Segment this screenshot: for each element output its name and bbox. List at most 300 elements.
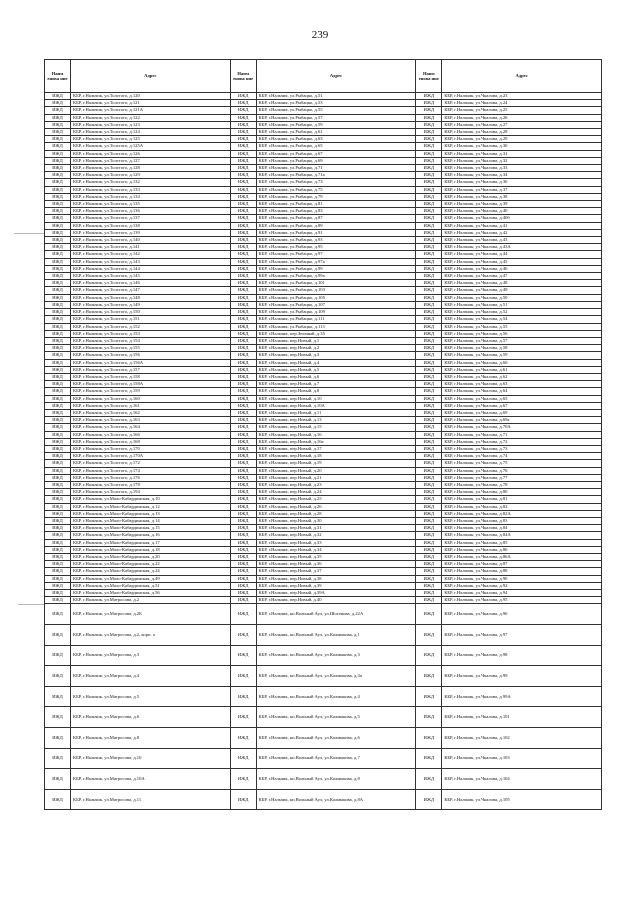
object-type-cell: ИЖД [230, 373, 256, 380]
object-type-cell: ИЖД [45, 645, 71, 666]
page-number: 239 [311, 29, 329, 41]
address-cell: КБР, г.Нальчик, ул.Чкалова, д.103 [442, 748, 602, 769]
object-type-cell: ИЖД [45, 186, 71, 193]
address-cell: КБР, г.Нальчик, ул.Чкалова, д.52 [442, 309, 602, 316]
address-cell: КБР, г.Нальчик, ул.Чкалова, д.92 [442, 582, 602, 589]
table-row [45, 481, 602, 488]
address-cell: КБР, г.Нальчик, ул.Мало-Кабардинская, д.22 [71, 561, 231, 568]
object-type-cell: ИЖД [416, 517, 442, 524]
address-cell: КБР, г.Нальчик, ул.Рыбацко, д.113 [256, 323, 416, 330]
table-row [45, 748, 602, 769]
address-cell: КБР, г.Нальчик, ул.Рыбацко, д.73 [256, 179, 416, 186]
table-row [45, 157, 602, 164]
address-cell: КБР, г.Нальчик, ул.Чкалова, д.31 [442, 150, 602, 157]
object-type-cell: ИЖД [230, 237, 256, 244]
address-cell: КБР, г.Нальчик, ул.Толстого, д.194 [71, 489, 231, 496]
object-type-cell: ИЖД [416, 201, 442, 208]
address-cell: КБР, г.Нальчик, ул.Рыбацко, д.75 [256, 186, 416, 193]
address-cell: КБР, г.Нальчик, ул.Чкалова, д.102 [442, 727, 602, 748]
object-type-cell: ИЖД [416, 237, 442, 244]
table-row [45, 395, 602, 402]
address-cell: КБР, г.Нальчик, кп.Вольный Аул, ул.Калмыкова, д.6 [256, 727, 416, 748]
object-type-cell: ИЖД [416, 186, 442, 193]
object-type-cell: ИЖД [416, 445, 442, 452]
address-cell: КБР, г.Нальчик, ул.Чкалова, д.55 [442, 323, 602, 330]
address-cell: КБР, г.Нальчик, ул.Толстого, д.147 [71, 287, 231, 294]
object-type-cell: ИЖД [230, 489, 256, 496]
object-type-cell: ИЖД [230, 100, 256, 107]
address-table [44, 59, 602, 810]
table-row [45, 424, 602, 431]
address-cell: КБР, г.Нальчик, ул.Чкалова, д.48 [442, 280, 602, 287]
object-type-cell: ИЖД [416, 532, 442, 539]
object-type-cell: ИЖД [45, 431, 71, 438]
address-cell: КБР, г.Нальчик, ул.Толстого, д.123 [71, 121, 231, 128]
object-type-cell: ИЖД [45, 114, 71, 121]
address-cell: КБР, г.Нальчик, ул.Чкалова, д.64 [442, 388, 602, 395]
table-row [45, 258, 602, 265]
object-type-cell: ИЖД [45, 150, 71, 157]
object-type-cell: ИЖД [45, 445, 71, 452]
object-type-cell: ИЖД [416, 373, 442, 380]
address-cell: КБР, г.Нальчик, ул.Матросова, д.11 [71, 789, 231, 810]
address-cell: КБР, г.Нальчик, ул.Чкалова, д.77 [442, 474, 602, 481]
address-cell: КБР, г.Нальчик, ул.Чкалова, д.86 [442, 546, 602, 553]
table-row [45, 666, 602, 687]
address-cell: КБР, г.Нальчик, ул.Рыбацко, д.111 [256, 316, 416, 323]
address-cell: КБР, г.Нальчик, ул.Толстого, д.158 [71, 373, 231, 380]
address-cell: КБР, г.Нальчик, ул.Матросова, д.4 [71, 666, 231, 687]
object-type-cell: ИЖД [416, 193, 442, 200]
object-type-cell: ИЖД [230, 294, 256, 301]
table-row [45, 172, 602, 179]
object-type-cell: ИЖД [416, 273, 442, 280]
address-cell: КБР, г.Нальчик, ул.Рыбацко, д.109 [256, 309, 416, 316]
object-type-cell: ИЖД [416, 366, 442, 373]
address-cell: КБР, г.Нальчик, ул.Чкалова, д.80 [442, 489, 602, 496]
table-row [45, 645, 602, 666]
address-cell: КБР, г.Нальчик, ул.Толстого, д.126 [71, 150, 231, 157]
object-type-cell: ИЖД [416, 107, 442, 114]
object-type-cell: ИЖД [416, 330, 442, 337]
address-cell: КБР, г.Нальчик, ул.Мало-Кабардинская, д.24 [71, 568, 231, 575]
address-cell: КБР, г.Нальчик, ул.Мало-Кабардинская, д.10 [71, 496, 231, 503]
address-cell: КБР, г.Нальчик, ул.Чкалова, д.84А [442, 532, 602, 539]
table-row [45, 546, 602, 553]
object-type-cell: ИЖД [45, 222, 71, 229]
address-cell: КБР, г.Нальчик, ул.Чкалова, д.28 [442, 129, 602, 136]
object-type-cell: ИЖД [45, 129, 71, 136]
address-cell: КБР, г.Нальчик, ул.Чкалова, д.88 [442, 568, 602, 575]
object-type-cell: ИЖД [416, 265, 442, 272]
table-row [45, 366, 602, 373]
address-cell: КБР, г.Нальчик, ул.Рыбацко, д.79 [256, 193, 416, 200]
object-type-cell: ИЖД [416, 467, 442, 474]
address-cell: КБР, г.Нальчик, ул.Рыбацко, д.81 [256, 201, 416, 208]
object-type-cell: ИЖД [416, 748, 442, 769]
object-type-cell: ИЖД [45, 381, 71, 388]
address-cell: КБР, г.Нальчик, ул.Чкалова, д.67 [442, 402, 602, 409]
object-type-cell: ИЖД [230, 251, 256, 258]
object-type-cell: ИЖД [45, 438, 71, 445]
address-cell: КБР, г.Нальчик, ул.Рыбацко, д.91 [256, 229, 416, 236]
address-cell: КБР, г.Нальчик, ул.Чкалова, д.99 [442, 666, 602, 687]
table-row [45, 417, 602, 424]
table-row [45, 510, 602, 517]
address-cell: КБР, г.Нальчик, ул.Рыбацко, д.95 [256, 244, 416, 251]
address-cell: КБР, г.Нальчик, ул.Толстого, д.127 [71, 157, 231, 164]
address-cell: КБР, г.Нальчик, пер.Новый, д.23 [256, 481, 416, 488]
object-type-cell: ИЖД [416, 121, 442, 128]
address-cell: КБР, г.Нальчик, ул.Толстого, д.141 [71, 244, 231, 251]
address-cell: КБР, г.Нальчик, ул.Чкалова, д.101 [442, 707, 602, 728]
object-type-cell: ИЖД [416, 645, 442, 666]
object-type-cell: ИЖД [45, 193, 71, 200]
table-row [45, 244, 602, 251]
table-header [45, 60, 602, 93]
address-cell: КБР, г.Нальчик, ул.Толстого, д.135 [71, 201, 231, 208]
address-cell: КБР, г.Нальчик, ул.Чкалова, д.59 [442, 352, 602, 359]
address-cell: КБР, г.Нальчик, ул.Рыбацко, д.51 [256, 93, 416, 100]
address-cell: КБР, г.Нальчик, ул.Чкалова, д.85 [442, 539, 602, 546]
address-cell: КБР, г.Нальчик, ул.Чкалова, д.98 [442, 645, 602, 666]
address-cell: КБР, г.Нальчик, ул.Толстого, д.166 [71, 431, 231, 438]
object-type-cell: ИЖД [230, 597, 256, 604]
object-type-cell: ИЖД [416, 114, 442, 121]
address-cell: КБР, г.Нальчик, ул.Чкалова, д.58 [442, 345, 602, 352]
table-row [45, 136, 602, 143]
address-cell: КБР, г.Нальчик, ул.Чкалова, д.65 [442, 395, 602, 402]
address-cell: КБР, г.Нальчик, ул.Толстого, д.145 [71, 273, 231, 280]
object-type-cell: ИЖД [416, 438, 442, 445]
address-cell: КБР, г.Нальчик, ул.Чкалова, д.42 [442, 229, 602, 236]
object-type-cell: ИЖД [416, 503, 442, 510]
address-cell: КБР, г.Нальчик, ул.Чкалова, д.47 [442, 273, 602, 280]
address-cell: КБР, г.Нальчик, ул.Чкалова, д.83 [442, 517, 602, 524]
object-type-cell: ИЖД [45, 582, 71, 589]
address-cell: КБР, г.Нальчик, ул.Чкалова, д.105 [442, 789, 602, 810]
object-type-cell: ИЖД [45, 474, 71, 481]
table-row [45, 496, 602, 503]
address-cell: КБР, г.Нальчик, ул.Чкалова, д.56 [442, 330, 602, 337]
address-cell: КБР, г.Нальчик, ул.Чкалова, д.86А [442, 554, 602, 561]
table-body [45, 93, 602, 810]
object-type-cell: ИЖД [45, 496, 71, 503]
object-type-cell: ИЖД [45, 229, 71, 236]
object-type-cell: ИЖД [416, 179, 442, 186]
object-type-cell: ИЖД [230, 417, 256, 424]
table-row [45, 186, 602, 193]
address-cell: КБР, г.Нальчик, ул.Чкалова, д.43 [442, 237, 602, 244]
object-type-cell: ИЖД [230, 727, 256, 748]
table-row [45, 539, 602, 546]
address-cell: КБР, г.Нальчик, ул.Толстого, д.168 [71, 438, 231, 445]
object-type-cell: ИЖД [416, 489, 442, 496]
object-type-cell: ИЖД [45, 666, 71, 687]
header-name-1: Наим енова ние [45, 60, 71, 93]
address-cell: КБР, г.Нальчик, пер.Новый, д.19 [256, 460, 416, 467]
object-type-cell: ИЖД [230, 590, 256, 597]
table-row [45, 409, 602, 416]
table-row [45, 686, 602, 707]
address-cell: КБР, г.Нальчик, ул.Толстого, д.139 [71, 229, 231, 236]
object-type-cell: ИЖД [45, 597, 71, 604]
object-type-cell: ИЖД [45, 309, 71, 316]
object-type-cell: ИЖД [45, 359, 71, 366]
table-row [45, 294, 602, 301]
object-type-cell: ИЖД [416, 561, 442, 568]
object-type-cell: ИЖД [45, 301, 71, 308]
object-type-cell: ИЖД [416, 208, 442, 215]
address-cell: КБР, г.Нальчик, ул.Рыбацко, д.93 [256, 237, 416, 244]
address-cell: КБР, г.Нальчик, ул.Чкалова, д.32 [442, 157, 602, 164]
object-type-cell: ИЖД [230, 453, 256, 460]
object-type-cell: ИЖД [230, 330, 256, 337]
address-cell: КБР, г.Нальчик, пер.Новый, д.3 [256, 352, 416, 359]
address-cell: КБР, г.Нальчик, ул.Мало-Кабардинская, д.56 [71, 590, 231, 597]
object-type-cell: ИЖД [416, 388, 442, 395]
address-cell: КБР, г.Нальчик, ул.Чкалова, д.34 [442, 172, 602, 179]
object-type-cell: ИЖД [230, 280, 256, 287]
object-type-cell: ИЖД [45, 121, 71, 128]
object-type-cell: ИЖД [45, 539, 71, 546]
address-cell: КБР, г.Нальчик, пер.Новый, д.34 [256, 546, 416, 553]
address-cell: КБР, г.Нальчик, ул.Рыбацко, д.65 [256, 143, 416, 150]
object-type-cell: ИЖД [230, 445, 256, 452]
address-cell: КБР, г.Нальчик, ул.Чкалова, д.69 [442, 409, 602, 416]
address-cell: КБР, г.Нальчик, ул.Толстого, д.122 [71, 114, 231, 121]
object-type-cell: ИЖД [416, 93, 442, 100]
object-type-cell: ИЖД [230, 157, 256, 164]
address-cell: КБР, г.Нальчик, пер.Новый, д.16 [256, 431, 416, 438]
object-type-cell: ИЖД [416, 301, 442, 308]
address-cell: КБР, г.Нальчик, ул.Чкалова, д.72 [442, 438, 602, 445]
header-row [45, 60, 602, 93]
object-type-cell: ИЖД [416, 409, 442, 416]
address-cell: КБР, г.Нальчик, ул.Рыбацко, д.99а [256, 273, 416, 280]
address-cell: КБР, г.Нальчик, ул.Толстого, д.138 [71, 222, 231, 229]
object-type-cell: ИЖД [230, 201, 256, 208]
object-type-cell: ИЖД [230, 337, 256, 344]
table-row [45, 445, 602, 452]
table-row [45, 179, 602, 186]
object-type-cell: ИЖД [230, 136, 256, 143]
object-type-cell: ИЖД [45, 316, 71, 323]
address-cell: КБР, г.Нальчик, кп.Вольный Аул, ул.Калмыкова, д.1 [256, 625, 416, 646]
table-row [45, 229, 602, 236]
object-type-cell: ИЖД [416, 431, 442, 438]
object-type-cell: ИЖД [416, 100, 442, 107]
object-type-cell: ИЖД [45, 337, 71, 344]
object-type-cell: ИЖД [45, 107, 71, 114]
address-cell: КБР, г.Нальчик, ул.Рыбацко, д.97а [256, 258, 416, 265]
object-type-cell: ИЖД [45, 686, 71, 707]
address-cell: КБР, г.Нальчик, ул.Толстого, д.121А [71, 107, 231, 114]
address-cell: КБР, г.Нальчик, ул.Чкалова, д.78 [442, 481, 602, 488]
object-type-cell: ИЖД [416, 546, 442, 553]
address-cell: КБР, г.Нальчик, пер.Новый, д.2 [256, 345, 416, 352]
address-cell: КБР, г.Нальчик, ул.Чкалова, д.104 [442, 769, 602, 790]
address-cell: КБР, г.Нальчик, ул.Чкалова, д.70А [442, 424, 602, 431]
scan-mark [18, 604, 44, 605]
object-type-cell: ИЖД [416, 568, 442, 575]
header-name-2: Наим енова ние [230, 60, 256, 93]
object-type-cell: ИЖД [230, 121, 256, 128]
object-type-cell: ИЖД [416, 496, 442, 503]
address-cell: КБР, г.Нальчик, ул.Чкалова, д.45 [442, 258, 602, 265]
object-type-cell: ИЖД [45, 604, 71, 625]
object-type-cell: ИЖД [416, 294, 442, 301]
address-cell: КБР, г.Нальчик, пер.Новый, д.16а [256, 438, 416, 445]
address-cell: КБР, г.Нальчик, пер.Новый, д.37 [256, 568, 416, 575]
object-type-cell: ИЖД [416, 625, 442, 646]
table-row [45, 215, 602, 222]
address-cell: КБР, г.Нальчик, ул.Чкалова, д.26 [442, 114, 602, 121]
object-type-cell: ИЖД [416, 686, 442, 707]
object-type-cell: ИЖД [45, 201, 71, 208]
table-row [45, 402, 602, 409]
table-row [45, 100, 602, 107]
object-type-cell: ИЖД [230, 510, 256, 517]
object-type-cell: ИЖД [416, 417, 442, 424]
address-cell: КБР, г.Нальчик, пер.Новый, д.31 [256, 525, 416, 532]
table-row [45, 453, 602, 460]
object-type-cell: ИЖД [416, 666, 442, 687]
table-row [45, 460, 602, 467]
object-type-cell: ИЖД [45, 172, 71, 179]
object-type-cell: ИЖД [416, 165, 442, 172]
object-type-cell: ИЖД [230, 273, 256, 280]
address-cell: КБР, г.Нальчик, ул.Чкалова, д.74 [442, 453, 602, 460]
address-cell: КБР, г.Нальчик, пер.Новый, д.13 [256, 417, 416, 424]
table-row [45, 503, 602, 510]
address-cell: КБР, г.Нальчик, ул.Толстого, д.158А [71, 381, 231, 388]
address-cell: КБР, г.Нальчик, пер.Новый, д.1 [256, 337, 416, 344]
address-cell: КБР, г.Нальчик, ул.Рыбацко, д.59 [256, 121, 416, 128]
address-cell: КБР, г.Нальчик, ул.Рыбацко, д.63 [256, 136, 416, 143]
header-address-3: Адрес [442, 60, 602, 93]
address-cell: КБР, г.Нальчик, ул.Чкалова, д.30 [442, 143, 602, 150]
address-cell: КБР, г.Нальчик, ул.Матросова, д.8 [71, 727, 231, 748]
object-type-cell: ИЖД [230, 316, 256, 323]
table-row [45, 727, 602, 748]
address-cell: КБР, г.Нальчик, пер.Новый, д.4 [256, 359, 416, 366]
address-cell: КБР, г.Нальчик, ул.Толстого, д.159 [71, 388, 231, 395]
object-type-cell: ИЖД [416, 402, 442, 409]
object-type-cell: ИЖД [416, 481, 442, 488]
object-type-cell: ИЖД [416, 143, 442, 150]
table-row [45, 143, 602, 150]
object-type-cell: ИЖД [230, 539, 256, 546]
address-cell: КБР, г.Нальчик, ул.Толстого, д.174 [71, 467, 231, 474]
table-row [45, 114, 602, 121]
object-type-cell: ИЖД [230, 748, 256, 769]
object-type-cell: ИЖД [230, 686, 256, 707]
address-cell: КБР, г.Нальчик, ул.Чкалова, д.75 [442, 460, 602, 467]
object-type-cell: ИЖД [45, 388, 71, 395]
object-type-cell: ИЖД [416, 539, 442, 546]
table-row [45, 554, 602, 561]
object-type-cell: ИЖД [45, 417, 71, 424]
object-type-cell: ИЖД [230, 265, 256, 272]
object-type-cell: ИЖД [230, 568, 256, 575]
table-row [45, 582, 602, 589]
address-cell: КБР, г.Нальчик, ул.Толстого, д.140 [71, 237, 231, 244]
address-cell: КБР, г.Нальчик, ул.Рыбацко, д.107 [256, 301, 416, 308]
address-cell: КБР, г.Нальчик, ул.Толстого, д.136 [71, 208, 231, 215]
table-row [45, 474, 602, 481]
address-cell: КБР, г.Нальчик, пер.Новый, д.26 [256, 503, 416, 510]
address-cell: КБР, г.Нальчик, ул.Чкалова, д.62 [442, 373, 602, 380]
object-type-cell: ИЖД [45, 345, 71, 352]
address-cell: КБР, г.Нальчик, ул.Толстого, д.153 [71, 330, 231, 337]
address-cell: КБР, г.Нальчик, ул.Толстого, д.170 [71, 445, 231, 452]
object-type-cell: ИЖД [230, 309, 256, 316]
object-type-cell: ИЖД [45, 748, 71, 769]
object-type-cell: ИЖД [230, 402, 256, 409]
object-type-cell: ИЖД [45, 489, 71, 496]
address-cell: КБР, г.Нальчик, ул.Чкалова, д.43А [442, 244, 602, 251]
address-cell: КБР, г.Нальчик, ул.Чкалова, д.94 [442, 590, 602, 597]
object-type-cell: ИЖД [230, 409, 256, 416]
object-type-cell: ИЖД [416, 172, 442, 179]
address-cell: КБР, г.Нальчик, ул.Чкалова, д.99А [442, 686, 602, 707]
table-row [45, 287, 602, 294]
address-cell: КБР, г.Нальчик, ул.Чкалова, д.81 [442, 496, 602, 503]
address-cell: КБР, г.Нальчик, ул.Чкалова, д.25 [442, 107, 602, 114]
address-cell: КБР, г.Нальчик, ул.Чкалова, д.23 [442, 93, 602, 100]
address-cell: КБР, г.Нальчик, ул.Мало-Кабардинская, д.16 [71, 532, 231, 539]
object-type-cell: ИЖД [416, 229, 442, 236]
object-type-cell: ИЖД [416, 287, 442, 294]
object-type-cell: ИЖД [45, 467, 71, 474]
address-cell: КБР, г.Нальчик, ул.Толстого, д.125А [71, 143, 231, 150]
table-row [45, 301, 602, 308]
object-type-cell: ИЖД [45, 769, 71, 790]
address-cell: КБР, г.Нальчик, пер.Новый, д.33 [256, 539, 416, 546]
table-row [45, 625, 602, 646]
address-cell: КБР, г.Нальчик, ул.Чкалова, д.46 [442, 265, 602, 272]
object-type-cell: ИЖД [230, 474, 256, 481]
address-cell: КБР, г.Нальчик, ул.Чкалова, д.90 [442, 575, 602, 582]
object-type-cell: ИЖД [230, 165, 256, 172]
address-cell: КБР, г.Нальчик, ул.Рыбацко, д.57 [256, 114, 416, 121]
object-type-cell: ИЖД [416, 789, 442, 810]
object-type-cell: ИЖД [230, 208, 256, 215]
object-type-cell: ИЖД [230, 186, 256, 193]
table-row [45, 359, 602, 366]
table-row [45, 222, 602, 229]
object-type-cell: ИЖД [230, 625, 256, 646]
address-cell: КБР, г.Нальчик, ул.Рыбацко, д.103 [256, 287, 416, 294]
address-cell: КБР, г.Нальчик, ул.Мало-Кабардинская, д.20 [71, 554, 231, 561]
address-cell: КБР, г.Нальчик, ул.Толстого, д.154 [71, 337, 231, 344]
address-cell: КБР, г.Нальчик, ул.Чкалова, д.82 [442, 503, 602, 510]
address-cell: КБР, г.Нальчик, ул.Толстого, д.157 [71, 366, 231, 373]
address-cell: КБР, г.Нальчик, ул.Толстого, д.121 [71, 100, 231, 107]
address-cell: КБР, г.Нальчик, ул.Мало-Кабардинская, д.14 [71, 517, 231, 524]
object-type-cell: ИЖД [45, 165, 71, 172]
address-cell: КБР, г.Нальчик, ул.Матросова, д.10А [71, 769, 231, 790]
object-type-cell: ИЖД [45, 157, 71, 164]
object-type-cell: ИЖД [230, 345, 256, 352]
object-type-cell: ИЖД [45, 789, 71, 810]
object-type-cell: ИЖД [45, 237, 71, 244]
address-cell: КБР, г.Нальчик, ул.Толстого, д.144 [71, 265, 231, 272]
address-cell: КБР, г.Нальчик, ул.Чкалова, д.41 [442, 222, 602, 229]
table-row [45, 575, 602, 582]
address-cell: КБР, г.Нальчик, ул.Толстого, д.156 [71, 352, 231, 359]
